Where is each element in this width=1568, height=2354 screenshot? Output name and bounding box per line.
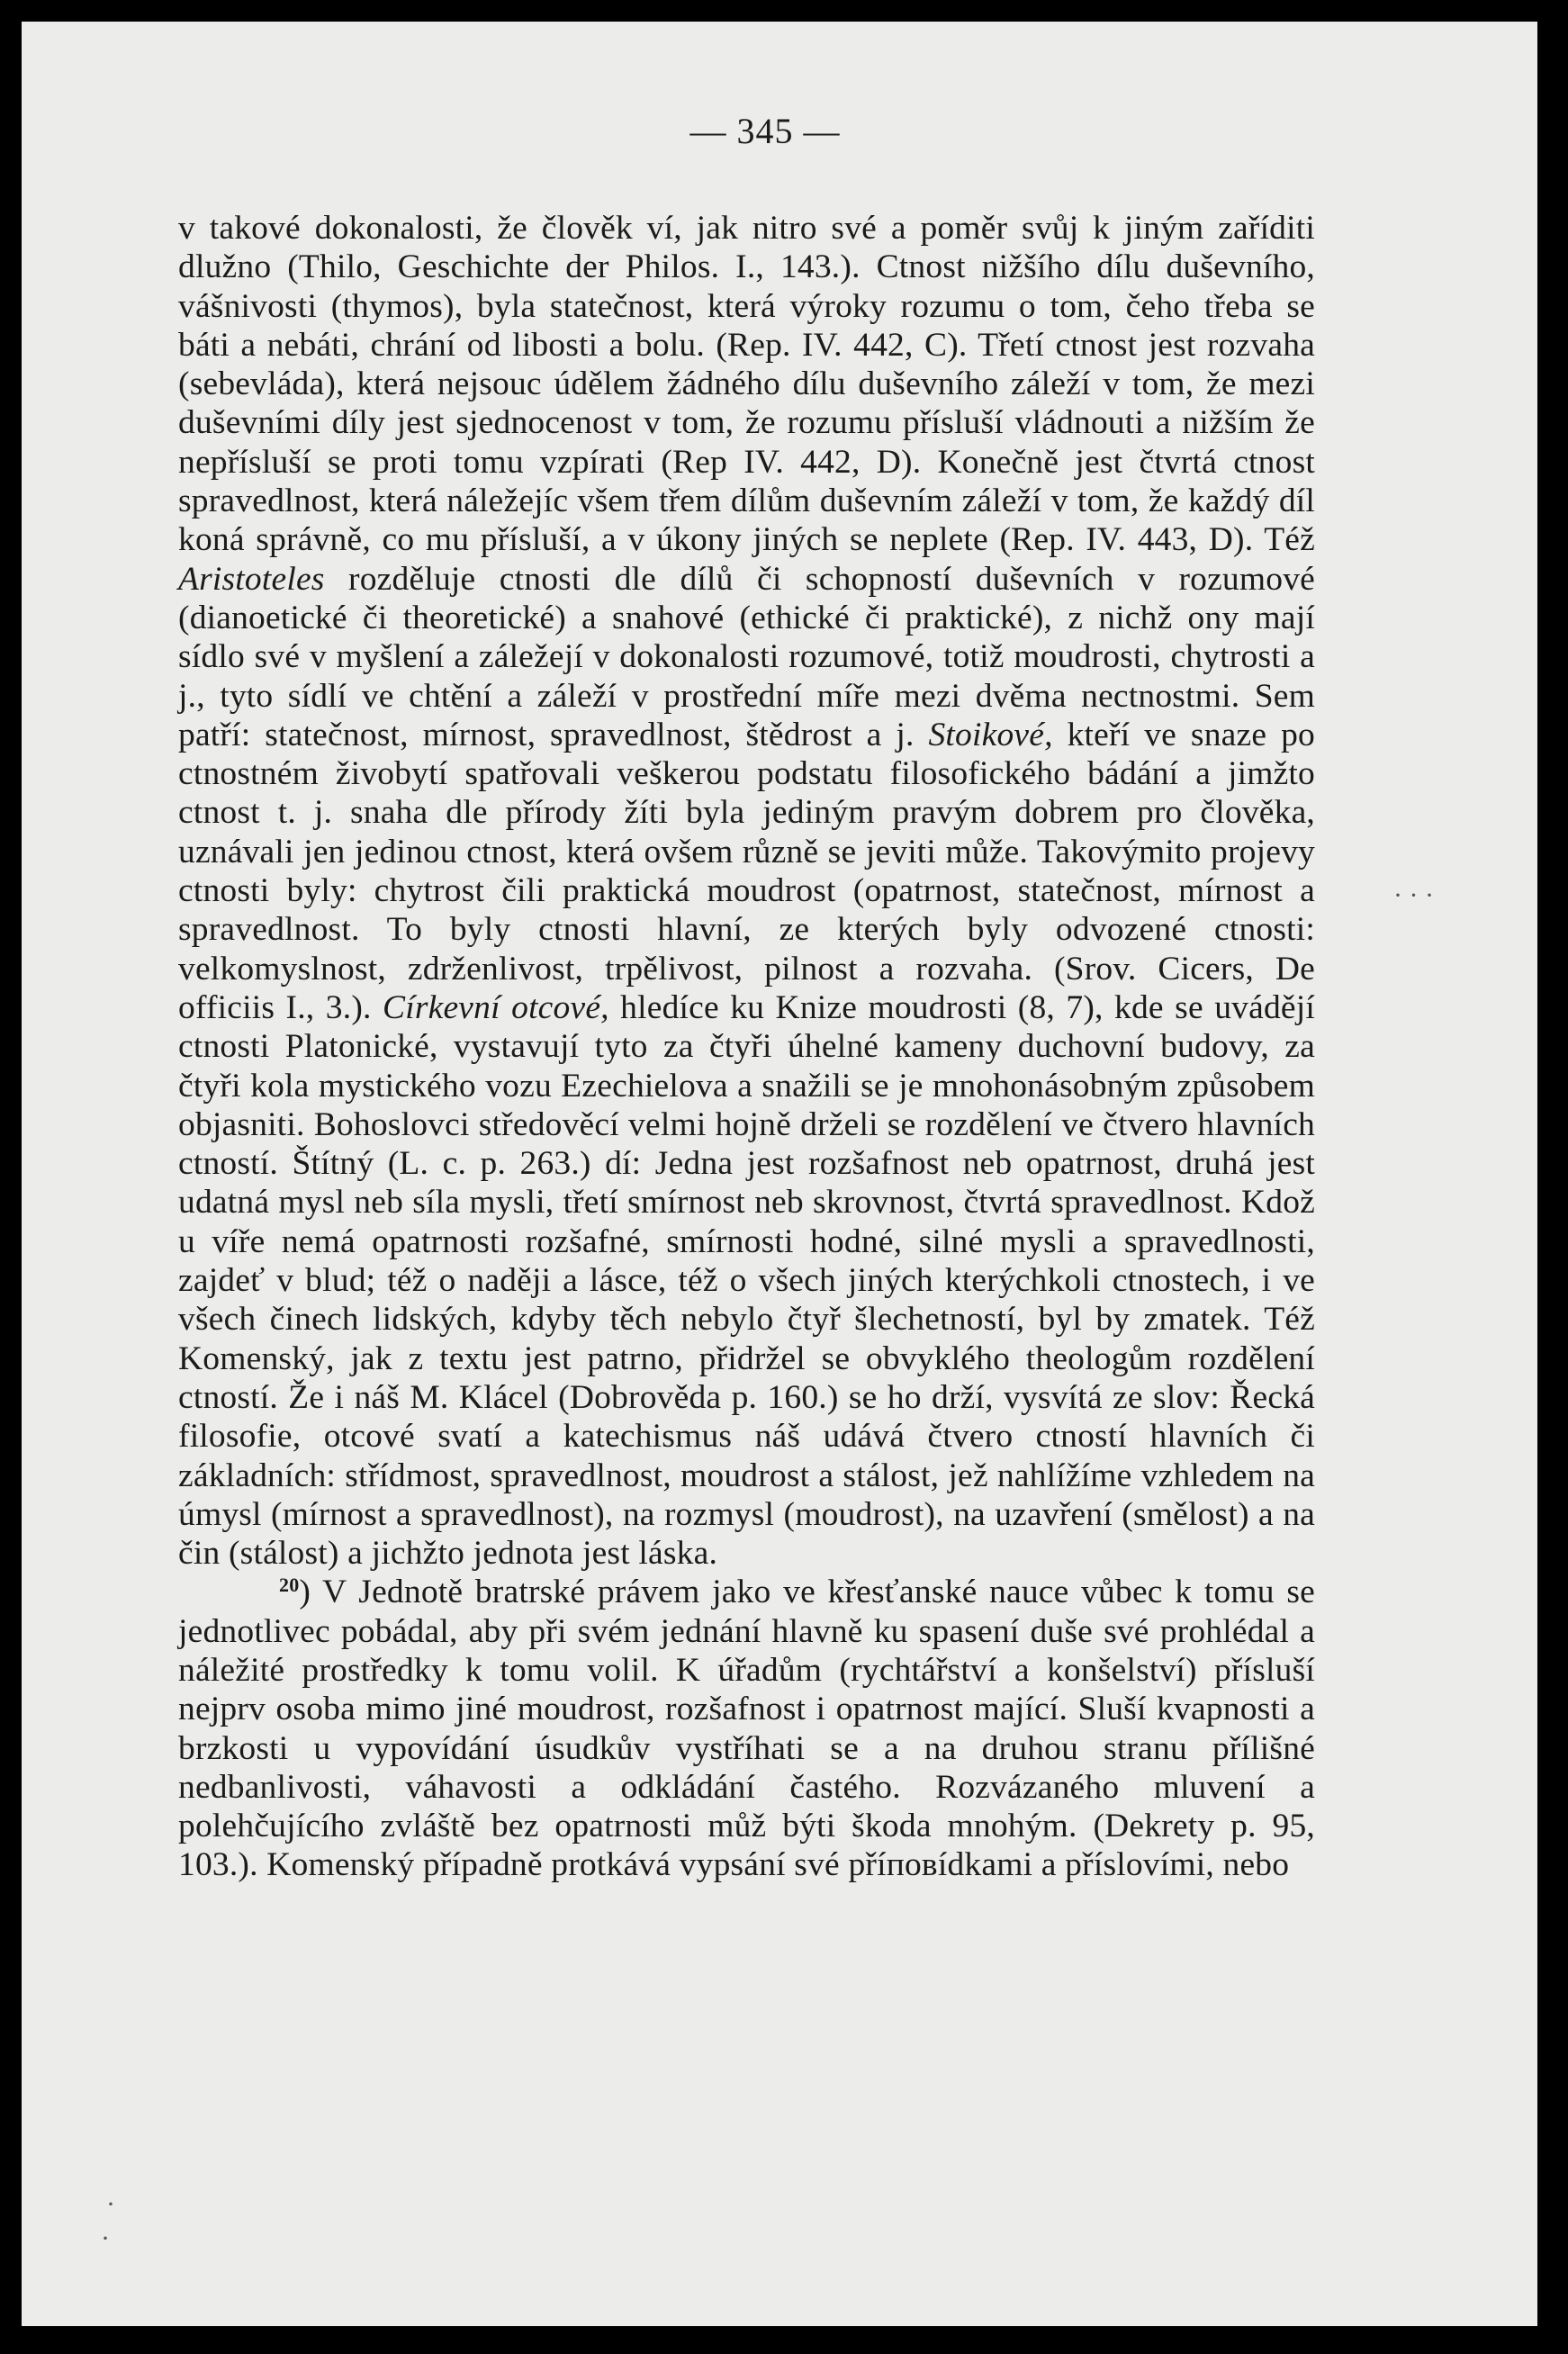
body-text [178,209,1315,1885]
paragraph-main [178,209,1315,1573]
paragraph-footnote: $^{20}$) V Jednotě bratrské právem jako ve křesťanské nauce vůbec k tomu se jednotlivec pobádal, aby při svém jednání hlavně ku spasení duše své prohlédal a náležité prostředky k tomu volil. K úřadům (rychtářství a konšelství) přísluší nejprv osoba mimo jiné moudrost, rozšafnost i opatrnost mající. Sluší kvapnosti a brzkosti u vypovídání úsudkův vystříhati se a na druhou stranu přílišné nedbanlivosti, váhavosti a odkládání častého. Rozvázaného mluvení a polehčujícího zvláště bez opatrnosti můž býti škoda mnohým. (Dekrety p. 95, 103.). Komenský případně protkává vypsání své příповídkami a příslovími, nebo [178,1574,1315,1884]
italic-name: Stoikové, [928,716,1053,753]
page-number: — 345 — [689,111,841,151]
text-run: v takové dokonalosti, že člověk ví, jak nitro své a poměr svůj k jiným zaříditi dlužno (Thilo, Geschichte der Philos. I., 143.). Ctnost nižšího dílu duševního, vášnivosti (thymos), byla statečnost, která výroky rozumu o tom, čeho třeba se báti a nebáti, chrání od libosti a bolu. (Rep. IV. 442, C). Třetí ctnost jest rozvaha (sebevláda), která nejsouc údělem žádného dílu duševního záleží v tom, že mezi duševními díly jest sjednocenost v tom, že rozumu přísluší vládnouti a nižším že nepřísluší se proti tomu vzpírati (Rep IV. 442, D). Konečně jest čtvrtá ctnost spravedlnost, která náležejíc všem třem dílům duševním záleží v tom, že každý díl koná správně, co mu přísluší, a v úkony jiných se neplete (Rep. IV. 443, D). Též [178,210,1315,559]
italic-name: Církevní otcové, [382,988,609,1026]
text-run: kteří ve snaze po ctnostném živobytí spatřovali veškerou podstatu filosofického bádání a jimžto ctnost t. j. snaha dle přírody žíti byla jediným pravým dobrem pro člověka, uznávali jen jedinou ctnost, která ovšem různě se jeviti může. Takovýmito projevy ctnosti byly: chytrost čili praktická moudrost (opatrnost, statečnost, mírnost a spravedlnost. To byly ctnosti hlavní, ze kterých byly odvozené ctnosti: velkomyslnost, zdrženlivost, trpělivost, pilnost a rozvaha. (Srov. Cicers, De officiis I., 3.). [178,716,1315,1026]
margin-dots: · · · [1393,880,1434,910]
footnote-text: V Jednotě bratrské právem jako ve křesťanské nauce vůbec k tomu se jednotlivec pobádal, aby při svém jednání hlavně ku spasení duše své prohlédal a náležité prostředky k tomu volil. K úřadům (rychtářství a konšelství) přísluší nejprv osoba mimo jiné moudrost, rozšafnost i opatrnost mající. Sluší kvapnosti a brzkosti u vypovídání úsudkův vystříhati se a na druhou stranu přílišné nedbanlivosti, váhavosti a odkládání častého. Rozvázaného mluvení a polehčujícího zvláště bez opatrnosti můž býti škoda mnohým. (Dekrety p. 95, 103.). Komenský případně protkává vypsání své příповídkami a příslovími, nebo [178,1574,1315,1884]
margin-dot: · [106,2189,115,2219]
footnote-number: 20 [279,1574,300,1597]
margin-dot: · [101,2223,110,2253]
text-run: rozděluje ctnosti dle dílů či schopností duševních v rozumové (dianoetické či theoretické) a snahové (ethické či praktické), z nichž ony mají sídlo své v myšlení a záležejí v dokonalosti rozumové, totiž moudrosti, chytrosti a j., tyto sídlí ve chtění a záleží v prostřední míře mezi dvěma nectnostmi. Sem patří: statečnost, mírnost, spravedlnost, štědrost a j. [178,560,1315,753]
text-run: hledíce ku Knize moudrosti (8, 7), kde se uvádějí ctnosti Platonické, vystavují tyto za čtyři úhelné kameny duchovní budovy, za čtyři kola mystického vozu Ezechielova a snažili se je mnohonásobným způsobem objasniti. Bohoslovci středověcí velmi hojně drželi se rozdělení ve čtvero hlavních ctností. Štítný (L. c. p. 263.) dí: Jedna jest rozšafnost neb opatrnost, druhá jest udatná mysl neb síla mysli, třetí smírnost neb skrovnost, čtvrtá spravedlnost. Kdož u víře nemá opatrnosti rozšafné, smírnosti hodné, silné mysli a spravedlnosti, zajdeť v blud; též o naději a lásce, též o všech jiných kterýchkoli ctnostech, i ve všech činech lidských, kdyby těch nebylo čtyř šlechetností, byl by zmatek. Též Komenský, jak z textu jest patrno, přidržel se obvyklého theologům rozdělení ctností. Že i náš M. Klácel (Dobrověda p. 160.) se ho drží, vysvítá ze slov: Řecká filosofie, otcové svatí a katechismus náš udává čtvero ctností hlavních či základních: střídmost, spravedlnost, moudrost a stálost, jež nahlížíme vzhledem na úmysl (mírnost a spravedlnost), na rozmysl (moudrost), na uzavření (smělost) a na čin (stálost) a jichžto jednota jest láska. [178,988,1315,1573]
italic-name: Aristoteles [178,560,325,598]
